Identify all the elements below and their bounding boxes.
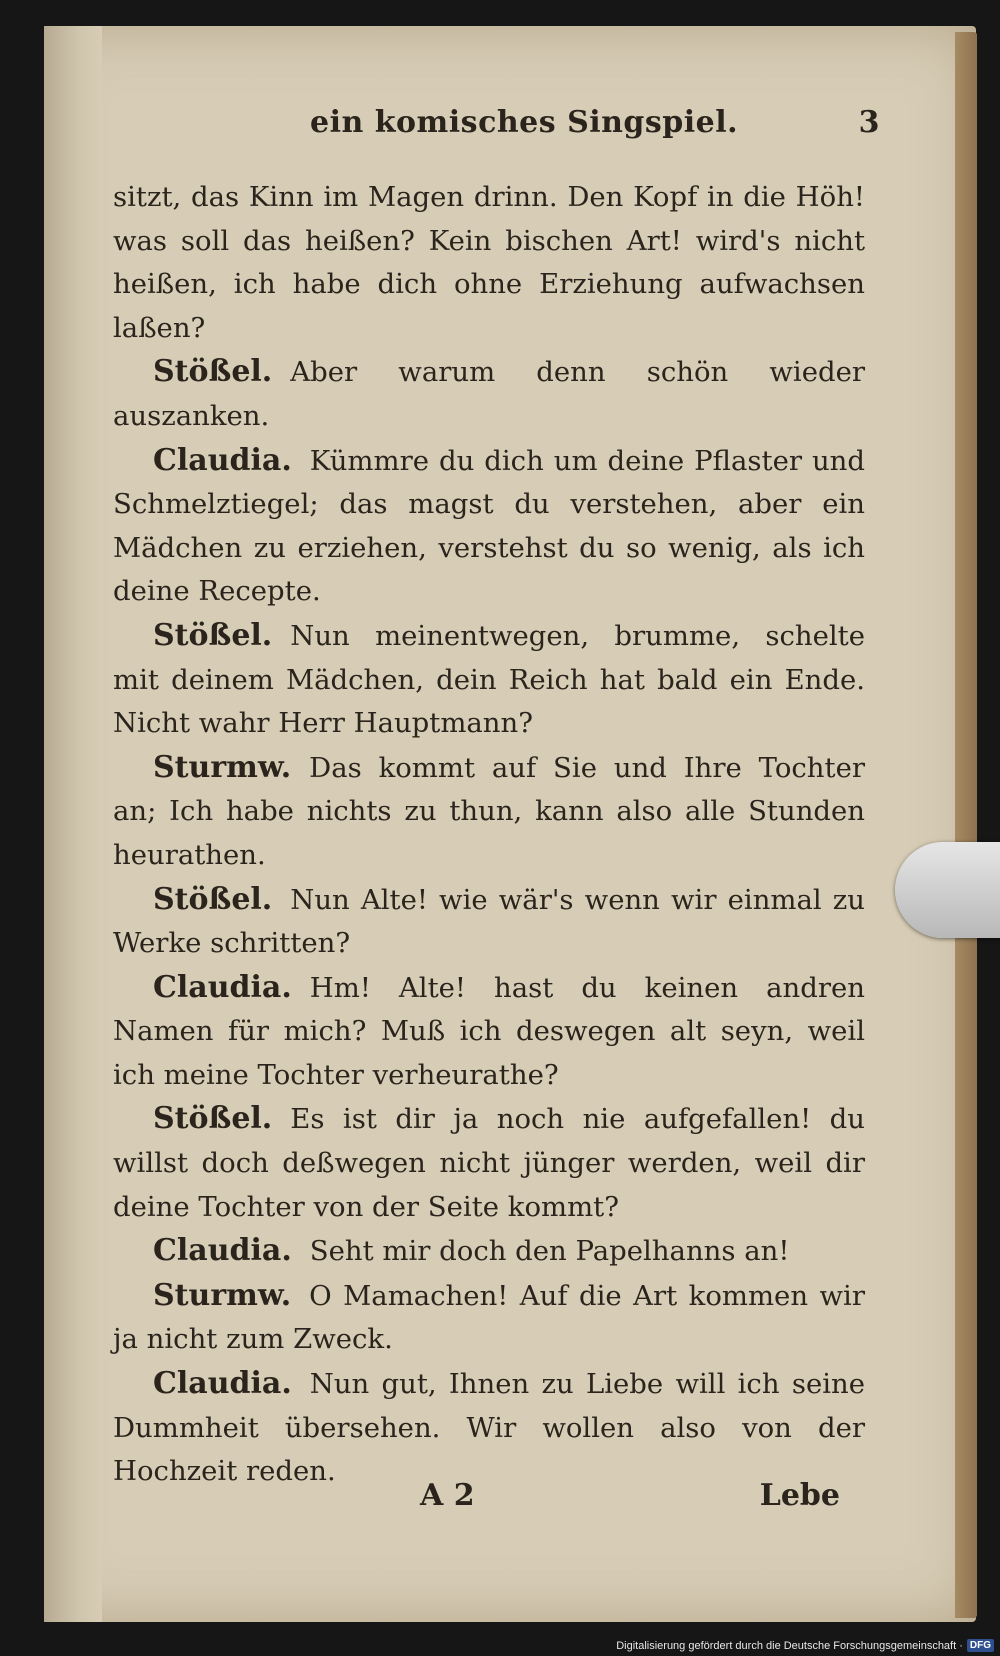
paragraph bbox=[113, 966, 865, 1098]
paragraph bbox=[113, 614, 865, 746]
running-title: ein komisches Singspiel. bbox=[310, 105, 739, 140]
paragraph-text: Aber warum denn schön wieder auszanken. bbox=[113, 356, 865, 432]
catchword: Lebe bbox=[759, 1478, 840, 1513]
paragraph-text: Kümmre du dich um deine Pflaster und Schmelztiegel; das magst du verstehen, aber ein Mädchen zu erziehen, verstehst du so wenig, als ich deine Recepte. bbox=[113, 444, 865, 608]
paragraph bbox=[113, 1097, 865, 1229]
paragraph-text: sitzt, das Kinn im Magen drinn. Den Kopf in die Höh! was soll das heißen? Kein bischen Art! wird's nicht heißen, ich habe dich ohne Erziehung aufwachsen laßen? bbox=[113, 181, 865, 344]
digitization-credit bbox=[616, 1639, 994, 1652]
paragraph-text: O Mamachen! Auf die Art kommen wir ja nicht zum Zweck. bbox=[113, 1279, 865, 1356]
paragraph-text: Nun gut, Ihnen zu Liebe will ich seine Dummheit übersehen. Wir wollen also von der Hochzeit reden. bbox=[113, 1368, 865, 1488]
paragraph bbox=[113, 878, 865, 966]
page-edge bbox=[955, 32, 977, 1618]
paragraph-text: Seht mir doch den Papelhanns an! bbox=[309, 1235, 790, 1268]
running-header bbox=[310, 105, 880, 145]
speaker-name: Stößel. bbox=[153, 354, 273, 390]
speaker-name: Sturmw. bbox=[153, 1277, 292, 1313]
paragraph-text: Nun meinentwegen, brumme, schelte mit deinem Mädchen, dein Reich hat bald ein Ende. Nicht wahr Herr Hauptmann? bbox=[113, 619, 865, 740]
paragraph bbox=[113, 176, 865, 350]
page-gutter bbox=[44, 26, 102, 1622]
paragraph-text: Hm! Alte! hast du keinen andren Namen für mich? Muß ich deswegen alt seyn, weil ich meine Tochter verheurathe? bbox=[113, 971, 865, 1091]
speaker-name: Stößel. bbox=[153, 617, 273, 653]
speaker-name: Sturmw. bbox=[153, 749, 292, 785]
speaker-name: Claudia. bbox=[153, 442, 292, 478]
dfg-logo-icon: DFG bbox=[967, 1639, 994, 1652]
signature-mark: A 2 bbox=[420, 1478, 475, 1513]
speaker-name: Claudia. bbox=[153, 969, 292, 1005]
speaker-name: Stößel. bbox=[153, 881, 273, 917]
page-footer bbox=[420, 1478, 840, 1522]
paragraph bbox=[113, 1362, 865, 1494]
paragraph bbox=[113, 439, 865, 614]
paragraph-text: Es ist dir ja noch nie aufgefallen! du willst doch deßwegen nicht jünger werden, weil dir deine Tochter von der Seite kommt? bbox=[113, 1103, 865, 1223]
credit-text: Digitalisierung gefördert durch die Deutsche Forschungsgemeinschaft · bbox=[616, 1639, 963, 1652]
speaker-name: Claudia. bbox=[153, 1233, 292, 1269]
speaker-name: Claudia. bbox=[153, 1366, 292, 1402]
paragraph-text: Nun Alte! wie wär's wenn wir einmal zu Werke schritten? bbox=[113, 883, 865, 960]
paragraph-text: Das kommt auf Sie und Ihre Tochter an; Ich habe nichts zu thun, kann also alle Stunden heurathen. bbox=[113, 751, 865, 871]
speaker-name: Stößel. bbox=[153, 1101, 273, 1137]
dialogue-text bbox=[113, 176, 865, 1494]
paragraph bbox=[113, 1274, 865, 1362]
paragraph bbox=[113, 1229, 865, 1274]
paragraph bbox=[113, 746, 865, 878]
paragraph bbox=[113, 350, 865, 438]
page-number: 3 bbox=[858, 105, 880, 140]
page-clip-tab bbox=[895, 842, 1000, 938]
